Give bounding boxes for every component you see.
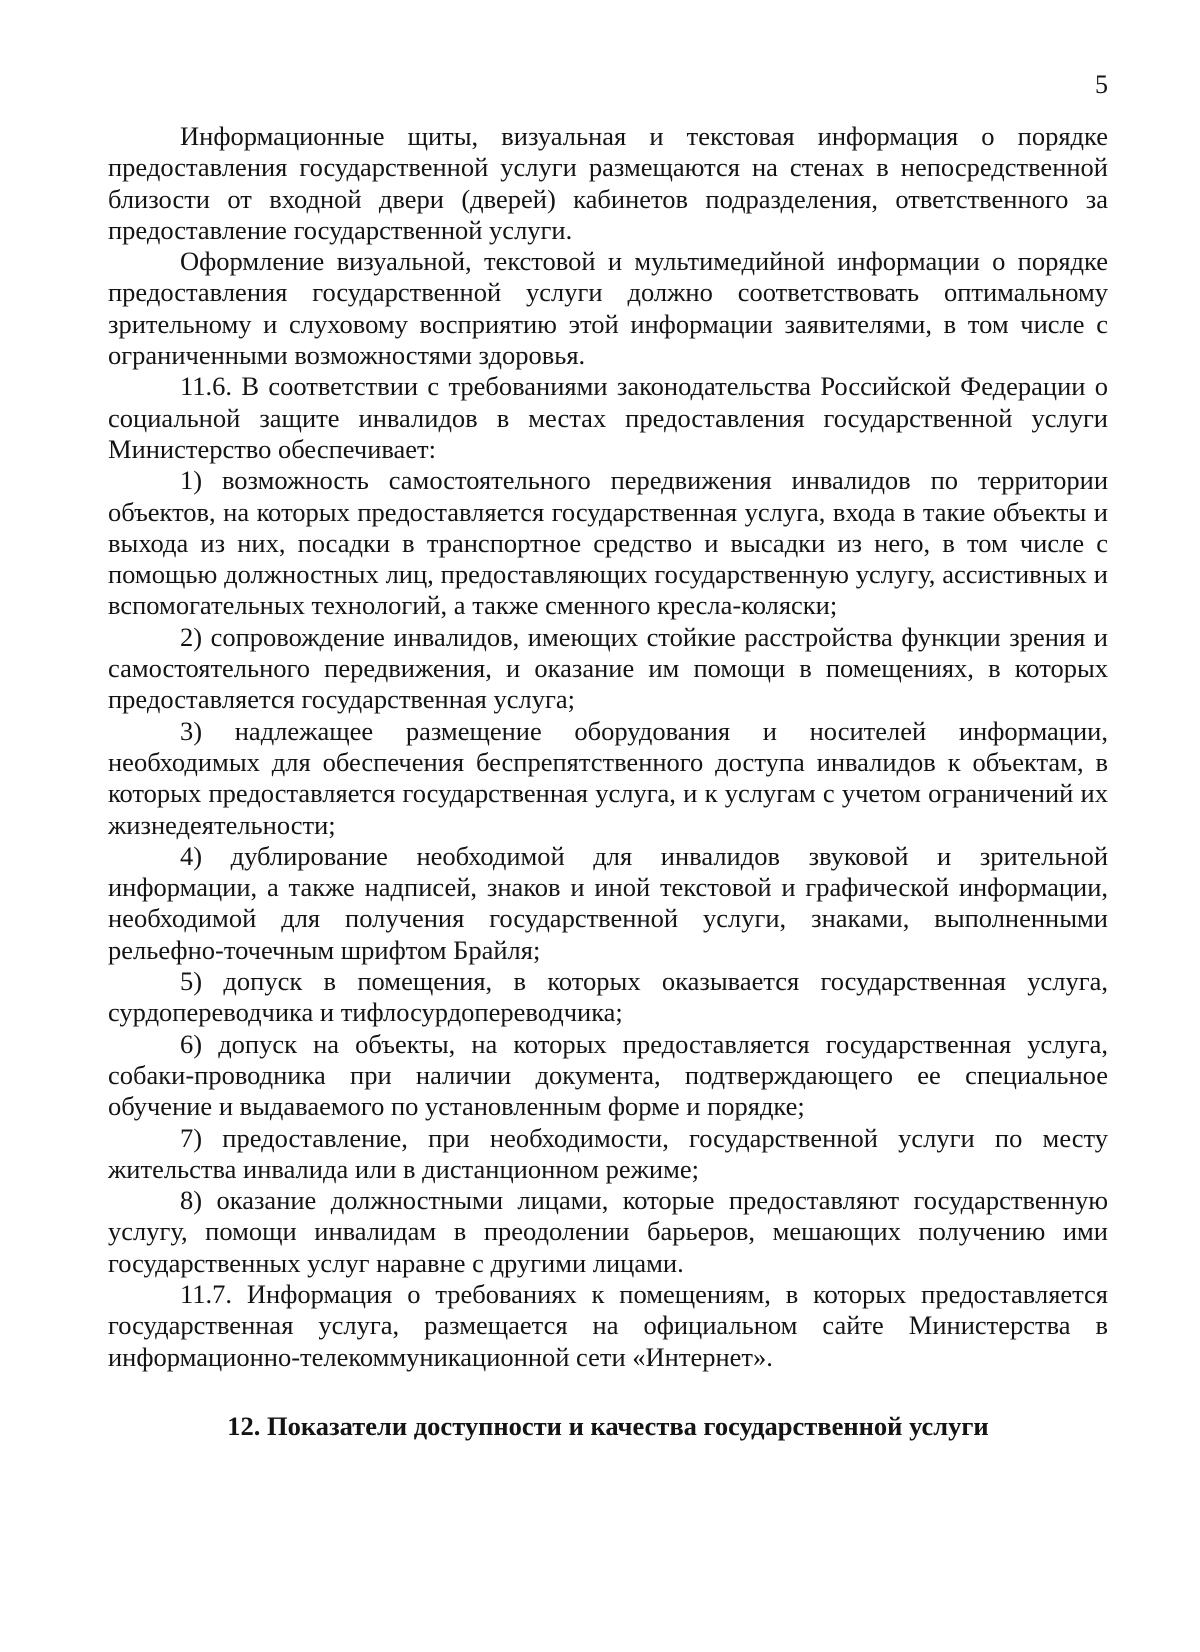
- list-item-1: 1) возможность самостоятельного передвижения инвалидов по территории объектов, на которых предоставляется государственная услуга, входа в такие объекты и выхода из них, посадки в транспортное средство и высадки из него, в том числе с помощью должностных лиц, предоставляющих государственную услугу, ассистивных и вспомогательных технологий, а также сменного кресла-коляски;: [108, 465, 1108, 621]
- paragraph-info-boards: Информационные щиты, визуальная и текстовая информация о порядке предоставления государственной услуги размещаются на стенах в непосредственной близости от входной двери (дверей) кабинетов подразделения, ответственного за предоставление государственной услуги.: [108, 121, 1108, 245]
- body-text: [108, 121, 1108, 1373]
- list-item-7: 7) предоставление, при необходимости, государственной услуги по месту жительства инвалида или в дистанционном режиме;: [108, 1122, 1108, 1184]
- paragraph-11-6: 11.6. В соответствии с требованиями законодательства Российской Федерации о социальной защите инвалидов в местах предоставления государственной услуги Министерство обеспечивает:: [108, 371, 1108, 464]
- list-item-6: 6) допуск на объекты, на которых предоставляется государственная услуга, собаки-проводника при наличии документа, подтверждающего ее специальное обучение и выдаваемого по установленным форме и порядке;: [108, 1028, 1108, 1122]
- list-item-5: 5) допуск в помещения, в которых оказывается государственная услуга, сурдопереводчика и тифлосурдопереводчика;: [108, 966, 1108, 1028]
- list-item-4: 4) дублирование необходимой для инвалидов звуковой и зрительной информации, а также надписей, знаков и иной текстовой и графической информации, необходимой для получения государственной услуги, знаками, выполненными рельефно-точечным шрифтом Брайля;: [108, 840, 1108, 965]
- list-item-3: 3) надлежащее размещение оборудования и носителей информации, необходимых для обеспечения беспрепятственного доступа инвалидов к объектам, в которых предоставляется государственная услуга, и к услугам с учетом ограничений их жизнедеятельности;: [108, 715, 1108, 840]
- section-heading: 12. Показатели доступности и качества государственной услуги: [227, 1411, 989, 1441]
- paragraph-11-7: 11.7. Информация о требованиях к помещениям, в которых предоставляется государственная услуга, размещается на официальном сайте Министерства в информационно-телекоммуникационной сети «Интернет».: [108, 1278, 1108, 1372]
- page-number: 5: [1095, 70, 1108, 99]
- list-item-8: 8) оказание должностными лицами, которые предоставляют государственную услугу, помощи инвалидам в преодолении барьеров, мешающих получению ими государственных услуг наравне с другими лицами.: [108, 1185, 1108, 1278]
- paragraph-visual-design: Оформление визуальной, текстовой и мультимедийной информации о порядке предоставления государственной услуги должно соответствовать оптимальному зрительному и слуховому восприятию этой информации заявителями, в том числе с ограниченными возможностями здоровья.: [108, 246, 1108, 371]
- list-item-2: 2) сопровождение инвалидов, имеющих стойкие расстройства функции зрения и самостоятельного передвижения, и оказание им помощи в помещениях, в которых предоставляется государственная услуга;: [108, 621, 1108, 715]
